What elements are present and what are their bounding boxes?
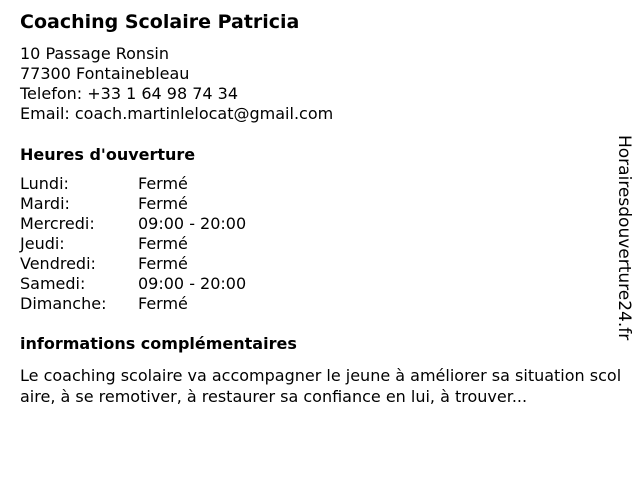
street-address: 10 Passage Ronsin [20, 44, 169, 63]
day-label: Vendredi: [20, 254, 96, 273]
hours-row-sunday [20, 294, 246, 314]
site-watermark: Horairesdouverture24.fr [614, 135, 634, 341]
hours-row-monday [20, 174, 246, 194]
hours-row-wednesday [20, 214, 246, 234]
opening-hours-list [20, 174, 246, 314]
info-description: Le coaching scolaire va accompagner le jeune à améliorer sa situation scolaire, à se remotiver, à restaurer sa confiance en lui, à trouver... [20, 366, 622, 406]
day-label: Samedi: [20, 274, 86, 293]
day-label: Mercredi: [20, 214, 95, 233]
day-hours: Fermé [138, 254, 188, 273]
city-address: 77300 Fontainebleau [20, 64, 190, 83]
info-heading: informations complémentaires [20, 334, 297, 353]
phone-number: Telefon: +33 1 64 98 74 34 [20, 84, 239, 103]
contact-block [20, 44, 333, 124]
hours-heading: Heures d'ouverture [20, 145, 196, 164]
day-label: Jeudi: [20, 234, 65, 253]
day-hours: Fermé [138, 174, 188, 193]
day-hours: 09:00 - 20:00 [138, 214, 247, 233]
business-name: Coaching Scolaire Patricia [20, 11, 300, 33]
day-label: Dimanche: [20, 294, 107, 313]
day-hours: 09:00 - 20:00 [138, 274, 247, 293]
day-hours: Fermé [138, 294, 188, 313]
day-hours: Fermé [138, 194, 188, 213]
day-hours: Fermé [138, 234, 188, 253]
hours-row-tuesday [20, 194, 246, 214]
hours-row-thursday [20, 234, 246, 254]
hours-row-saturday [20, 274, 246, 294]
email-address: Email: coach.martinlelocat@gmail.com [20, 104, 334, 123]
day-label: Mardi: [20, 194, 70, 213]
hours-row-friday [20, 254, 246, 274]
day-label: Lundi: [20, 174, 69, 193]
